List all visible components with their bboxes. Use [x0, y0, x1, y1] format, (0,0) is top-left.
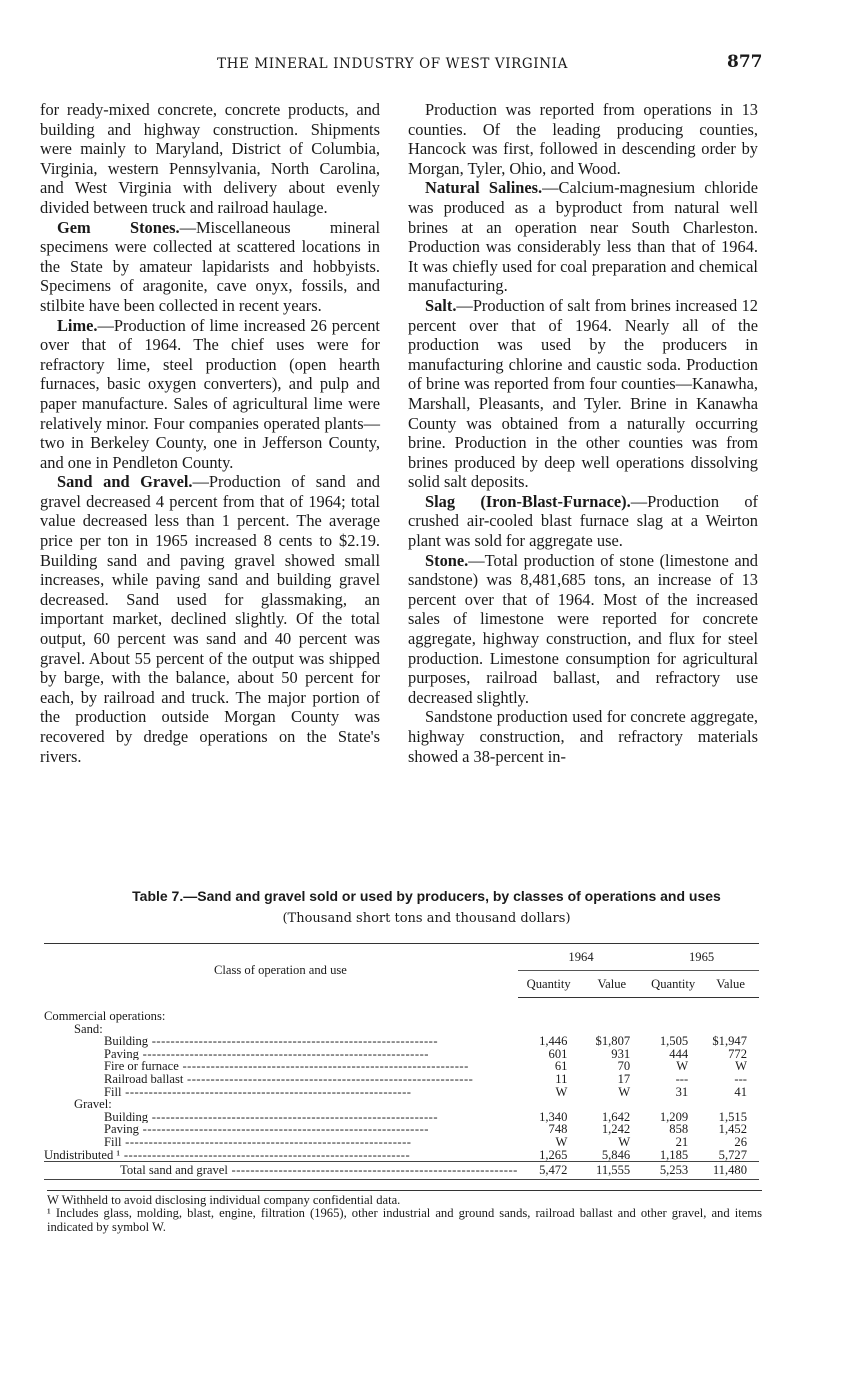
table-row — [44, 1111, 759, 1124]
total-label: Total sand and gravel ----- — [44, 1164, 518, 1177]
cell-v65: --- — [734, 1071, 747, 1086]
table-row — [44, 1023, 759, 1036]
cell-v64: 70 — [617, 1059, 631, 1074]
paragraph — [408, 178, 758, 296]
value-1965-header: Value — [702, 971, 759, 998]
cell-v65: 772 — [728, 1046, 747, 1061]
table-subtitle: (Thousand short tons and thousand dollars) — [282, 911, 571, 926]
total-q64: 5,472 — [518, 1162, 580, 1180]
cell-q65 — [644, 1010, 702, 1023]
cell-v64: 1,642 — [601, 1109, 631, 1124]
paragraph — [408, 100, 758, 178]
row-label: Paving ----- — [44, 1048, 518, 1061]
section-heading: Gem Stones. — [57, 217, 180, 237]
running-header — [0, 52, 853, 76]
cell-v65: 1,452 — [718, 1122, 747, 1137]
paragraph — [40, 100, 380, 218]
row-label: Sand: — [74, 1022, 103, 1036]
table-row — [44, 1123, 759, 1136]
cell-q64 — [518, 1010, 580, 1023]
total-v64: 11,555 — [579, 1162, 644, 1180]
cell-q64: 11 — [555, 1071, 568, 1086]
cell-q65 — [644, 1098, 702, 1111]
cell-q64: 748 — [548, 1122, 568, 1137]
paragraph-text: —Production of crushed air-cooled blast furnace slag at a Weirton plant was sold for aggregate use. — [408, 491, 758, 551]
table-row — [44, 1048, 759, 1061]
row-label: Building ----- — [44, 1035, 518, 1048]
cell-v65: W — [735, 1059, 747, 1074]
footnote-includes: ¹ Includes glass, molding, blast, engine, filtration (1965), other industrial and ground sands, railroad ballast and other gravel, and items indicated by symbol W. — [47, 1206, 762, 1234]
table-row — [44, 1098, 759, 1111]
total-v65: 11,480 — [702, 1162, 759, 1180]
cell-v64 — [579, 1098, 644, 1111]
section-heading: Lime. — [57, 315, 98, 335]
row-label: Building ----- — [44, 1111, 518, 1124]
paragraph-text: Sandstone production used for concrete aggregate, highway construction, and refractory materials showed a 38-percent in- — [408, 707, 758, 766]
cell-v65: 41 — [734, 1084, 747, 1099]
cell-q65: 1,185 — [659, 1147, 689, 1162]
table-footnotes — [47, 1190, 762, 1234]
table-row — [44, 1136, 759, 1149]
cell-v64: $1,807 — [595, 1034, 631, 1049]
cell-q65: W — [676, 1059, 689, 1074]
total-row — [44, 1162, 759, 1180]
row-label: Paving ----- — [44, 1123, 518, 1136]
cell-v65: 1,515 — [718, 1109, 747, 1124]
row-label: Fill ----- — [44, 1136, 518, 1149]
section-heading: Stone. — [425, 550, 469, 570]
cell-q65: 31 — [675, 1084, 689, 1099]
cell-q64: 1,446 — [539, 1034, 568, 1049]
cell-v65: 5,727 — [718, 1147, 747, 1162]
running-title: THE MINERAL INDUSTRY OF WEST VIRGINIA — [217, 56, 568, 72]
paragraph-text: Production was reported from operations in 13 counties. Of the leading producing counties, Hancock was first, followed in descending order by Morgan, Tyler, Ohio, and Wood. — [408, 100, 758, 178]
table-row — [44, 1149, 759, 1162]
cell-q65: 1,505 — [659, 1034, 689, 1049]
cell-v65: $1,947 — [712, 1034, 747, 1049]
paragraph-text: for ready-mixed concrete, concrete products, and building and highway construction. Shipments were mainly to Maryland, District of Columbia, Virginia, western Pennsylvania, North Carolina, and West Virginia with delivery about evenly divided between truck and railroad haulage. — [40, 100, 380, 217]
section-heading: Salt. — [425, 295, 457, 315]
value-1964-header: Value — [579, 971, 644, 998]
paragraph-text: —Production of salt from brines increased 12 percent over that of 1964. Nearly all of the production was used by the producers in manufacturing chlorine and caustic soda. Production of brine was reported from four counties—Kanawha, Marshall, Pleasants, and Tyler. Brine in Kanawha County was obtained from a naturally occurring brine. Production in the other counties was from brines produced by deep well operations dissolving solid salt deposits. — [408, 295, 758, 492]
paragraph-text: —Total production of stone (limestone and sandstone) was 8,481,685 tons, an increase of 13 percent over that of 1964. Most of the increased sales of limestone were reported for concrete aggregate, highway construction, and flux for steel production. Limestone consumption for agricultural purposes, railroad ballast, and refractory use decreased slightly. — [408, 550, 758, 707]
page-number: 877 — [727, 52, 763, 72]
paragraph — [408, 707, 758, 766]
cell-v64 — [579, 1010, 644, 1023]
paragraph — [40, 316, 380, 473]
table-title: Table 7.—Sand and gravel sold or used by producers, by classes of operations and uses — [132, 888, 721, 904]
year-1964-header: 1964 — [518, 944, 644, 971]
cell-q64: W — [555, 1134, 568, 1149]
row-label: Fire or furnace ----- — [44, 1060, 518, 1073]
paragraph — [408, 492, 758, 551]
cell-q65: 858 — [669, 1122, 689, 1137]
table-row — [44, 1060, 759, 1073]
cell-q65: 21 — [675, 1134, 689, 1149]
cell-v64: 5,846 — [601, 1147, 631, 1162]
table-row — [44, 1073, 759, 1086]
row-label: Railroad ballast ----- — [44, 1073, 518, 1086]
paragraph-text: —Production of sand and gravel decreased 4 percent from that of 1964; total value decreased less than 1 percent. The average price per ton in 1965 increased 8 cents to $2.19. Building sand and paving gravel showed small increases, while paving sand and building gravel decreased. Sand used for glassmaking, an important market, declined slightly. Of the total output, 60 percent was sand and 40 percent was gravel. About 55 percent of the output was shipped by barge, with the balance, about 50 percent for each, by railroad and truck. The major portion of the production outside Morgan County was recovered by dredge operations on the State's rivers. — [40, 472, 380, 766]
paragraph-text: —Miscellaneous mineral specimens were collected at scattered locations in the State by amateur lapidarists and hobbyists. Specimens of aragonite, cave onyx, fossils, and stilbite have been collected in recent years. — [40, 217, 380, 315]
row-label: Fill ----- — [44, 1086, 518, 1099]
section-heading: Natural Salines. — [425, 178, 543, 198]
cell-v64: W — [618, 1134, 631, 1149]
row-label: Gravel: — [74, 1098, 112, 1111]
paragraph-text: —Calcium-magnesium chloride was produced as a byproduct from natural well brines at an operation near South Charleston. Production was considerably less than that of 1964. It was chiefly used for coal preparation and chemical manufacturing. — [408, 178, 759, 296]
cell-v64: W — [618, 1084, 631, 1099]
paragraph — [40, 472, 380, 766]
sand-gravel-table — [44, 943, 759, 1180]
section-heading: Slag (Iron-Blast-Furnace). — [425, 491, 631, 511]
cell-q64: 61 — [554, 1059, 568, 1074]
table-row — [44, 1035, 759, 1048]
quantity-1964-header: Quantity — [518, 971, 580, 998]
cell-q64: 601 — [548, 1046, 568, 1061]
paragraph — [408, 296, 758, 492]
cell-q64: 1,265 — [539, 1147, 568, 1162]
cell-v64: 1,242 — [601, 1122, 631, 1137]
year-1965-header: 1965 — [644, 944, 759, 971]
row-label: Undistributed ¹ ----- — [44, 1149, 518, 1162]
cell-q64: 1,340 — [539, 1109, 568, 1124]
cell-v65 — [702, 1098, 759, 1111]
cell-q65: --- — [675, 1071, 689, 1086]
table-row — [44, 1010, 759, 1023]
left-text-column — [40, 100, 380, 766]
cell-q65: 1,209 — [659, 1109, 689, 1124]
cell-q64 — [518, 1098, 580, 1111]
footnote-withheld: W Withheld to avoid disclosing individual company confidential data. — [47, 1193, 401, 1207]
paragraph-text: —Production of lime increased 26 percent over that of 1964. The chief uses were for refractory lime, steel production (open hearth furnaces, basic oxygen converters), and pulp and paper manufacture. Sales of agricultural lime were relatively minor. Four companies operated plants—two in Berkeley County, one in Jefferson County, and one in Pendleton County. — [40, 315, 380, 472]
cell-v64: 931 — [611, 1046, 631, 1061]
right-text-column — [408, 100, 758, 766]
quantity-1965-header: Quantity — [644, 971, 702, 998]
paragraph — [40, 218, 380, 316]
row-label: Commercial operations: — [44, 1010, 166, 1023]
cell-v64: 17 — [617, 1071, 631, 1086]
cell-v65: 26 — [734, 1134, 747, 1149]
total-q65: 5,253 — [644, 1162, 702, 1180]
cell-q65: 444 — [669, 1046, 689, 1061]
section-heading: Sand and Gravel. — [57, 472, 193, 492]
class-column-header: Class of operation and use — [44, 944, 518, 998]
cell-q64: W — [555, 1084, 568, 1099]
table-body — [44, 998, 759, 1180]
table-row — [44, 1086, 759, 1099]
cell-v65 — [702, 1010, 759, 1023]
paragraph — [408, 551, 758, 708]
